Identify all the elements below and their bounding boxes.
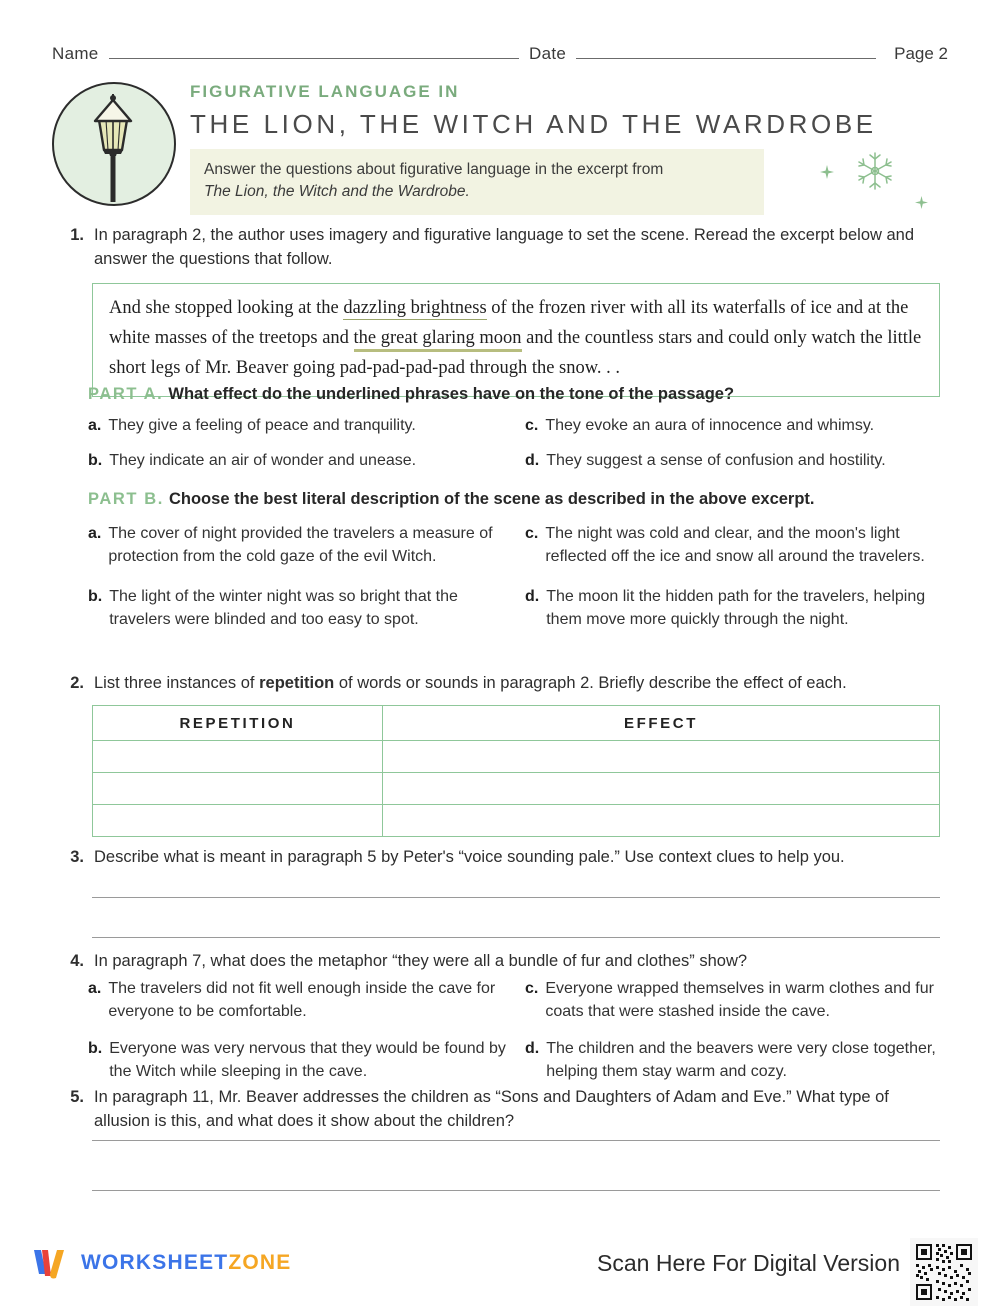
date-write-line[interactable] [576, 58, 876, 59]
table-cell-effect[interactable] [383, 741, 940, 773]
q4-choice-columns [88, 978, 946, 1096]
part-b-prompt: Choose the best literal description of the scene as described in the above excerpt. [168, 490, 815, 508]
instruction-line-1: Answer the questions about figurative language in the excerpt from [204, 161, 664, 178]
page-number: Page 2 [894, 44, 948, 63]
part-a-choice-a[interactable] [88, 415, 517, 438]
choice-text: They suggest a sense of confusion and hostility. [546, 451, 886, 469]
choice-letter: a. [88, 980, 102, 997]
part-a-column-right [517, 415, 946, 484]
title-block [190, 82, 1000, 215]
question-2-text-before: List three instances of [94, 674, 260, 692]
choice-letter: d. [525, 1040, 540, 1058]
answer-line[interactable] [92, 897, 940, 898]
choice-text: The children and the beavers were very close together, helping them stay warm and cozy. [546, 1040, 936, 1081]
answer-line[interactable] [92, 1190, 940, 1191]
part-a-label: PART A. [88, 385, 164, 403]
part-b-choices [88, 523, 946, 644]
part-b-heading [88, 490, 946, 509]
question-2-bold-term: repetition [259, 674, 335, 692]
name-write-line[interactable] [109, 58, 519, 59]
table-header-row [93, 706, 940, 741]
logo-mark-icon [30, 1244, 72, 1282]
choice-text: They give a feeling of peace and tranquility. [108, 417, 416, 434]
choice-text: The cover of night provided the travelers a measure of protection from the cold gaze of the evil Witch. [108, 525, 493, 565]
part-b-column-left [88, 523, 517, 644]
q4-choice-d[interactable] [525, 1038, 946, 1083]
table-row [93, 773, 940, 805]
choice-letter: c. [525, 417, 539, 434]
table-header-effect: EFFECT [383, 706, 940, 741]
question-number: 2. [70, 674, 84, 692]
choice-letter: c. [525, 525, 539, 542]
excerpt-segment-1: And she stopped looking at the [109, 298, 344, 318]
choice-letter: d. [525, 451, 540, 469]
logo-wordmark [81, 1251, 291, 1275]
question-text: In paragraph 7, what does the metaphor “they were all a bundle of fur and clothes” show? [94, 952, 748, 970]
part-b-label: PART B. [88, 490, 164, 508]
choice-text: The light of the winter night was so bright that the travelers were blinded and too easy to spot. [109, 588, 458, 629]
choice-text: Everyone wrapped themselves in warm clothes and fur coats that were stashed inside the cave. [545, 980, 934, 1020]
page-title: THE LION, THE WITCH AND THE WARDROBE [190, 109, 877, 139]
worksheet-zone-logo[interactable] [30, 1244, 291, 1282]
choice-text: They evoke an aura of innocence and whimsy. [545, 417, 875, 434]
repetition-table [92, 705, 940, 837]
logo-word-zone: ZONE [228, 1251, 292, 1274]
choice-letter: a. [88, 417, 102, 434]
table-cell-effect[interactable] [383, 805, 940, 837]
choice-text: The night was cold and clear, and the moon's light reflected off the ice and snow all around the travelers. [545, 525, 925, 565]
choice-text: They indicate an air of wonder and unease. [109, 451, 417, 469]
question-2-text-after: of words or sounds in paragraph 2. Briefly describe the effect of each. [334, 674, 847, 692]
question-1 [56, 224, 946, 272]
worksheet-header [52, 82, 952, 207]
part-b-choice-c[interactable] [525, 523, 946, 568]
question-number: 3. [70, 848, 84, 866]
worksheet-eyebrow: FIGURATIVE LANGUAGE IN [190, 82, 460, 101]
question-text: Describe what is meant in paragraph 5 by Peter's “voice sounding pale.” Use context clues to help you. [94, 848, 845, 866]
choice-letter: b. [88, 588, 103, 606]
instruction-line-2: The Lion, the Witch and the Wardrobe. [204, 183, 470, 201]
name-label: Name [52, 44, 99, 63]
part-a-choices [88, 415, 946, 484]
q4-column-left [88, 978, 517, 1096]
table-header-repetition: REPETITION [93, 706, 383, 741]
student-info-bar [52, 44, 948, 64]
date-label: Date [529, 44, 567, 63]
question-number: 4. [70, 952, 84, 970]
underlined-phrase-1: dazzling brightness [343, 298, 487, 318]
part-b [88, 490, 946, 644]
table-cell-repetition[interactable] [93, 805, 383, 837]
q4-choice-b[interactable] [88, 1038, 517, 1083]
question-text: In paragraph 2, the author uses imagery and figurative language to set the scene. Reread the excerpt below and answer the questions that follow. [94, 226, 915, 268]
table-row [93, 741, 940, 773]
part-a-choice-b[interactable] [88, 450, 517, 473]
choice-letter: c. [525, 980, 539, 997]
choice-letter: b. [88, 1040, 103, 1058]
question-text [94, 672, 946, 696]
table-row [93, 805, 940, 837]
choice-text: The moon lit the hidden path for the travelers, helping them move more quickly through the night. [546, 588, 926, 629]
qr-code[interactable] [910, 1238, 978, 1306]
question-4-choices [88, 978, 946, 1096]
question-text: In paragraph 11, Mr. Beaver addresses the children as “Sons and Daughters of Adam and Eve.” What type of allusion is this, and what does it show about the children? [94, 1088, 889, 1130]
question-5 [56, 1086, 916, 1134]
choice-letter: a. [88, 525, 102, 542]
part-a-heading [88, 385, 946, 404]
table-cell-repetition[interactable] [93, 773, 383, 805]
choice-text: The travelers did not fit well enough inside the cave for everyone to be comfortable. [108, 980, 496, 1020]
part-a [88, 385, 946, 484]
question-4 [56, 950, 946, 974]
answer-line[interactable] [92, 1140, 940, 1141]
choice-letter: b. [88, 451, 103, 469]
table-cell-effect[interactable] [383, 773, 940, 805]
q4-choice-c[interactable] [525, 978, 946, 1023]
q4-column-right [517, 978, 946, 1096]
part-a-column-left [88, 415, 517, 484]
question-3 [56, 846, 946, 870]
answer-line[interactable] [92, 937, 940, 938]
choice-text: Everyone was very nervous that they would be found by the Witch while sleeping in the cave. [109, 1040, 506, 1081]
excerpt-segment-2: of the frozen river with all its waterfalls of ice and at the white masses of the treetops and [109, 298, 909, 348]
part-b-choice-b[interactable] [88, 586, 517, 631]
part-a-choice-c[interactable] [525, 415, 946, 438]
question-2 [56, 672, 946, 696]
excerpt-segment-3: and the countless stars and could only watch the little short legs of Mr. Beaver going pad-pad-pad-pad through the snow. . . [109, 327, 922, 378]
instruction-box [190, 149, 764, 215]
part-a-prompt: What effect do the underlined phrases have on the tone of the passage? [168, 385, 735, 403]
underlined-phrase-2: the great glaring moon [354, 328, 522, 352]
part-b-choice-a[interactable] [88, 523, 517, 568]
table-cell-repetition[interactable] [93, 741, 383, 773]
question-number: 5. [70, 1088, 84, 1106]
page-footer [0, 1232, 1000, 1294]
q4-choice-a[interactable] [88, 978, 517, 1023]
lamppost-icon [52, 82, 176, 206]
logo-word-worksheet: WORKSHEET [81, 1251, 229, 1274]
part-a-choice-d[interactable] [525, 450, 946, 473]
part-b-choice-d[interactable] [525, 586, 946, 631]
choice-letter: d. [525, 588, 540, 606]
scan-instruction-text: Scan Here For Digital Version [597, 1250, 900, 1276]
excerpt-box [92, 283, 940, 397]
part-b-column-right [517, 523, 946, 644]
question-number: 1. [70, 226, 84, 244]
